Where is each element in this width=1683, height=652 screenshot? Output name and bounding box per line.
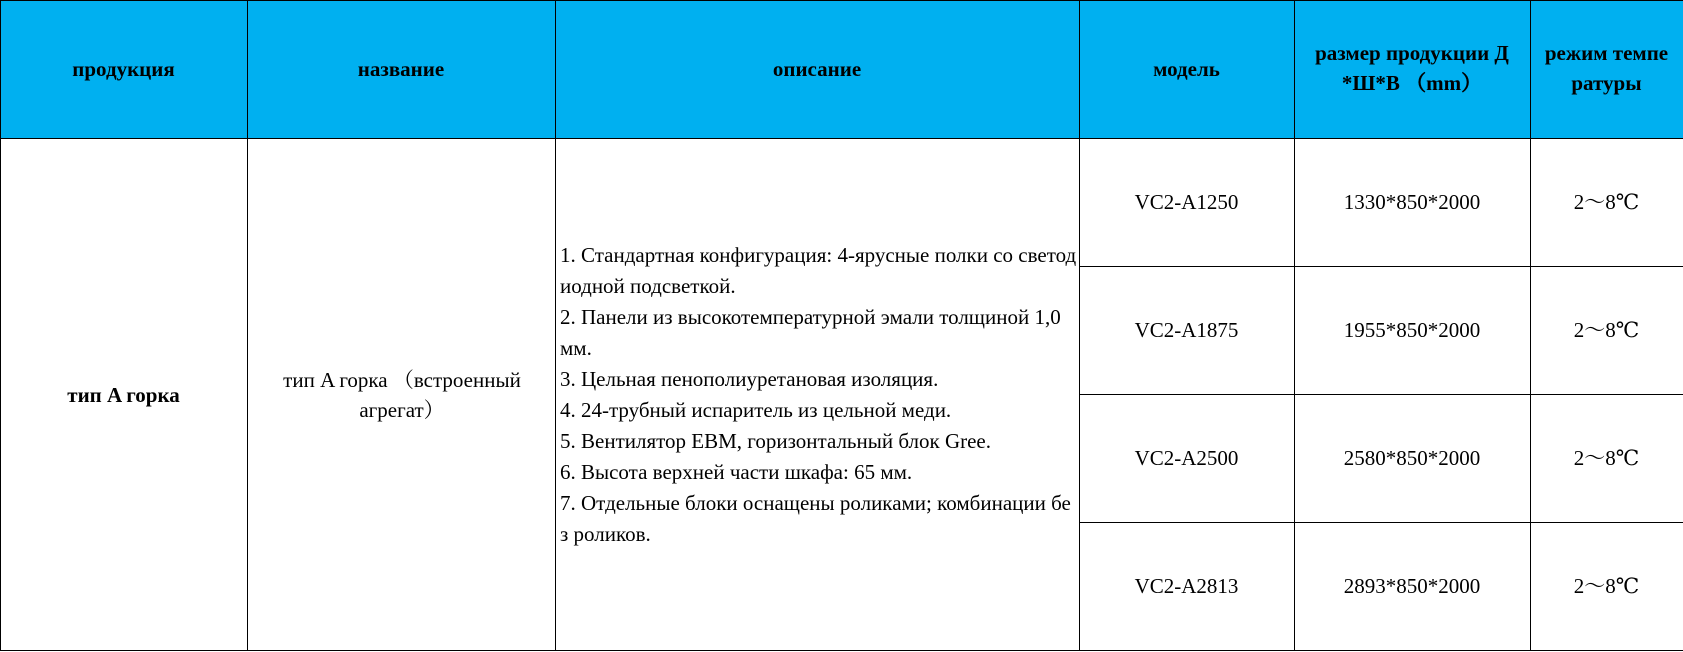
description-item: 4. 24-трубный испаритель из цельной меди. xyxy=(560,398,952,422)
size-cell: 2893*850*2000 xyxy=(1343,574,1481,598)
grid-line xyxy=(0,0,1,651)
grid-line xyxy=(1079,394,1683,395)
header-product: продукция xyxy=(72,57,175,81)
description-list xyxy=(560,240,1079,550)
grid-line xyxy=(1294,0,1295,651)
model-cell: VC2-A1875 xyxy=(1134,318,1239,342)
grid-line xyxy=(1079,0,1080,651)
description-item: 6. Высота верхней части шкафа: 65 мм. xyxy=(560,460,913,484)
grid-line xyxy=(1530,0,1531,651)
temperature-cell: 2～8℃ xyxy=(1573,190,1640,214)
header-name: название xyxy=(357,57,445,81)
grid-line xyxy=(1079,522,1683,523)
grid-line xyxy=(555,0,556,651)
description-item: 5. Вентилятор EBM, горизонтальный блок Gree. xyxy=(560,429,991,453)
description-item: 2. Панели из высокотемпературной эмали толщиной 1,0 мм. xyxy=(560,305,1061,360)
temperature-cell: 2～8℃ xyxy=(1573,318,1640,342)
grid-line xyxy=(1079,266,1683,267)
description-item: 1. Стандартная конфигурация: 4-ярусные полки со светодиодной подсветкой. xyxy=(560,243,1077,298)
grid-line xyxy=(0,650,1683,651)
grid-line xyxy=(0,0,1683,1)
size-cell: 1330*850*2000 xyxy=(1343,190,1481,214)
temperature-cell: 2～8℃ xyxy=(1573,446,1640,470)
temperature-cell: 2～8℃ xyxy=(1573,574,1640,598)
name-cell: тип A горка （встроенный агрегат） xyxy=(283,368,521,422)
model-cell: VC2-A2813 xyxy=(1134,574,1239,598)
size-cell: 2580*850*2000 xyxy=(1343,446,1481,470)
description-item: 3. Цельная пенополиуретановая изоляция. xyxy=(560,367,939,391)
size-cell: 1955*850*2000 xyxy=(1343,318,1481,342)
header-model: модель xyxy=(1153,57,1220,81)
model-cell: VC2-A1250 xyxy=(1134,190,1239,214)
header-temperature: режим темпе ратуры xyxy=(1544,41,1669,95)
description-item: 7. Отдельные блоки оснащены роликами; комбинации без роликов. xyxy=(560,491,1071,546)
description-cell xyxy=(555,138,1079,652)
header-description: описание xyxy=(772,57,862,81)
model-cell: VC2-A2500 xyxy=(1134,446,1239,470)
grid-line xyxy=(247,0,248,651)
header-size: размер продукции Д *Ш*В （mm） xyxy=(1315,41,1509,95)
grid-line xyxy=(0,138,1683,139)
product-cell: тип A горка xyxy=(67,382,180,407)
